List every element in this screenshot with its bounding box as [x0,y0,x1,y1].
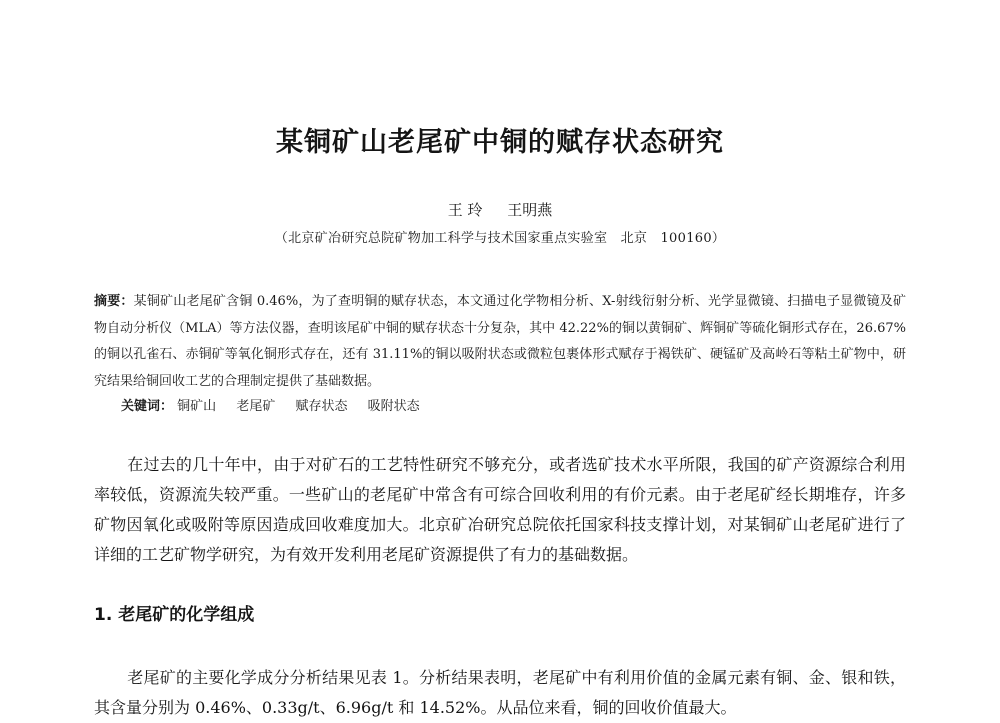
keyword: 赋存状态 [295,399,348,414]
section1-paragraph-text: 老尾矿的主要化学成分分析结果见表 1。分析结果表明，老尾矿中有利用价值的金属元素有铜、金、银和铁，其含量分别为 0.46%、0.33g/t、6.96g/t 和 14.52%。从品位来看，铜的回收价值最大。 [94,668,906,717]
author-name: 王明燕 [507,201,553,219]
keyword: 吸附状态 [367,399,420,414]
abstract [94,289,906,395]
keywords-label: 关键词： [121,399,174,414]
abstract-text: 某铜矿山老尾矿含铜 0.46%，为了查明铜的赋存状态，本文通过化学物相分析、X-射线衍射分析、光学显微镜、扫描电子显微镜及矿物自动分析仪（MLA）等方法仪器，查明该尾矿中铜的赋存状态十分复杂，其中 42.22%的铜以黄铜矿、辉铜矿等硫化铜形式存在，26.67%的铜以孔雀石、赤铜矿等氧化铜形式存在，还有 31.11%的铜以吸附状态或微粒包裹体形式赋存于褐铁矿、硬锰矿及高岭石等粘土矿物中，研究结果给铜回收工艺的合理制定提供了基础数据。 [94,294,906,389]
intro-paragraph-text: 在过去的几十年中，由于对矿石的工艺特性研究不够充分，或者选矿技术水平所限，我国的矿产资源综合利用率较低，资源流失较严重。一些矿山的老尾矿中常含有可综合回收利用的有价元素。由于老尾矿经长期堆存，许多矿物因氧化或吸附等原因造成回收难度加大。北京矿冶研究总院依托国家科技支撑计划，对某铜矿山老尾矿进行了详细的工艺矿物学研究，为有效开发利用老尾矿资源提供了有力的基础数据。 [94,455,906,564]
affiliation: （北京矿冶研究总院矿物加工科学与技术国家重点实验室 北京 100160） [274,231,726,246]
keyword: 老尾矿 [236,399,276,414]
section1-paragraph [94,663,906,723]
paper-title: 某铜矿山老尾矿中铜的赋存状态研究 [276,127,724,158]
intro-paragraph [94,450,906,570]
abstract-label: 摘要： [94,294,134,309]
author-list [0,199,1000,220]
author-name: 王 玲 [447,201,483,219]
keywords [121,395,436,414]
keyword: 铜矿山 [177,399,217,414]
section-heading: 1. 老尾矿的化学组成 [94,605,255,625]
